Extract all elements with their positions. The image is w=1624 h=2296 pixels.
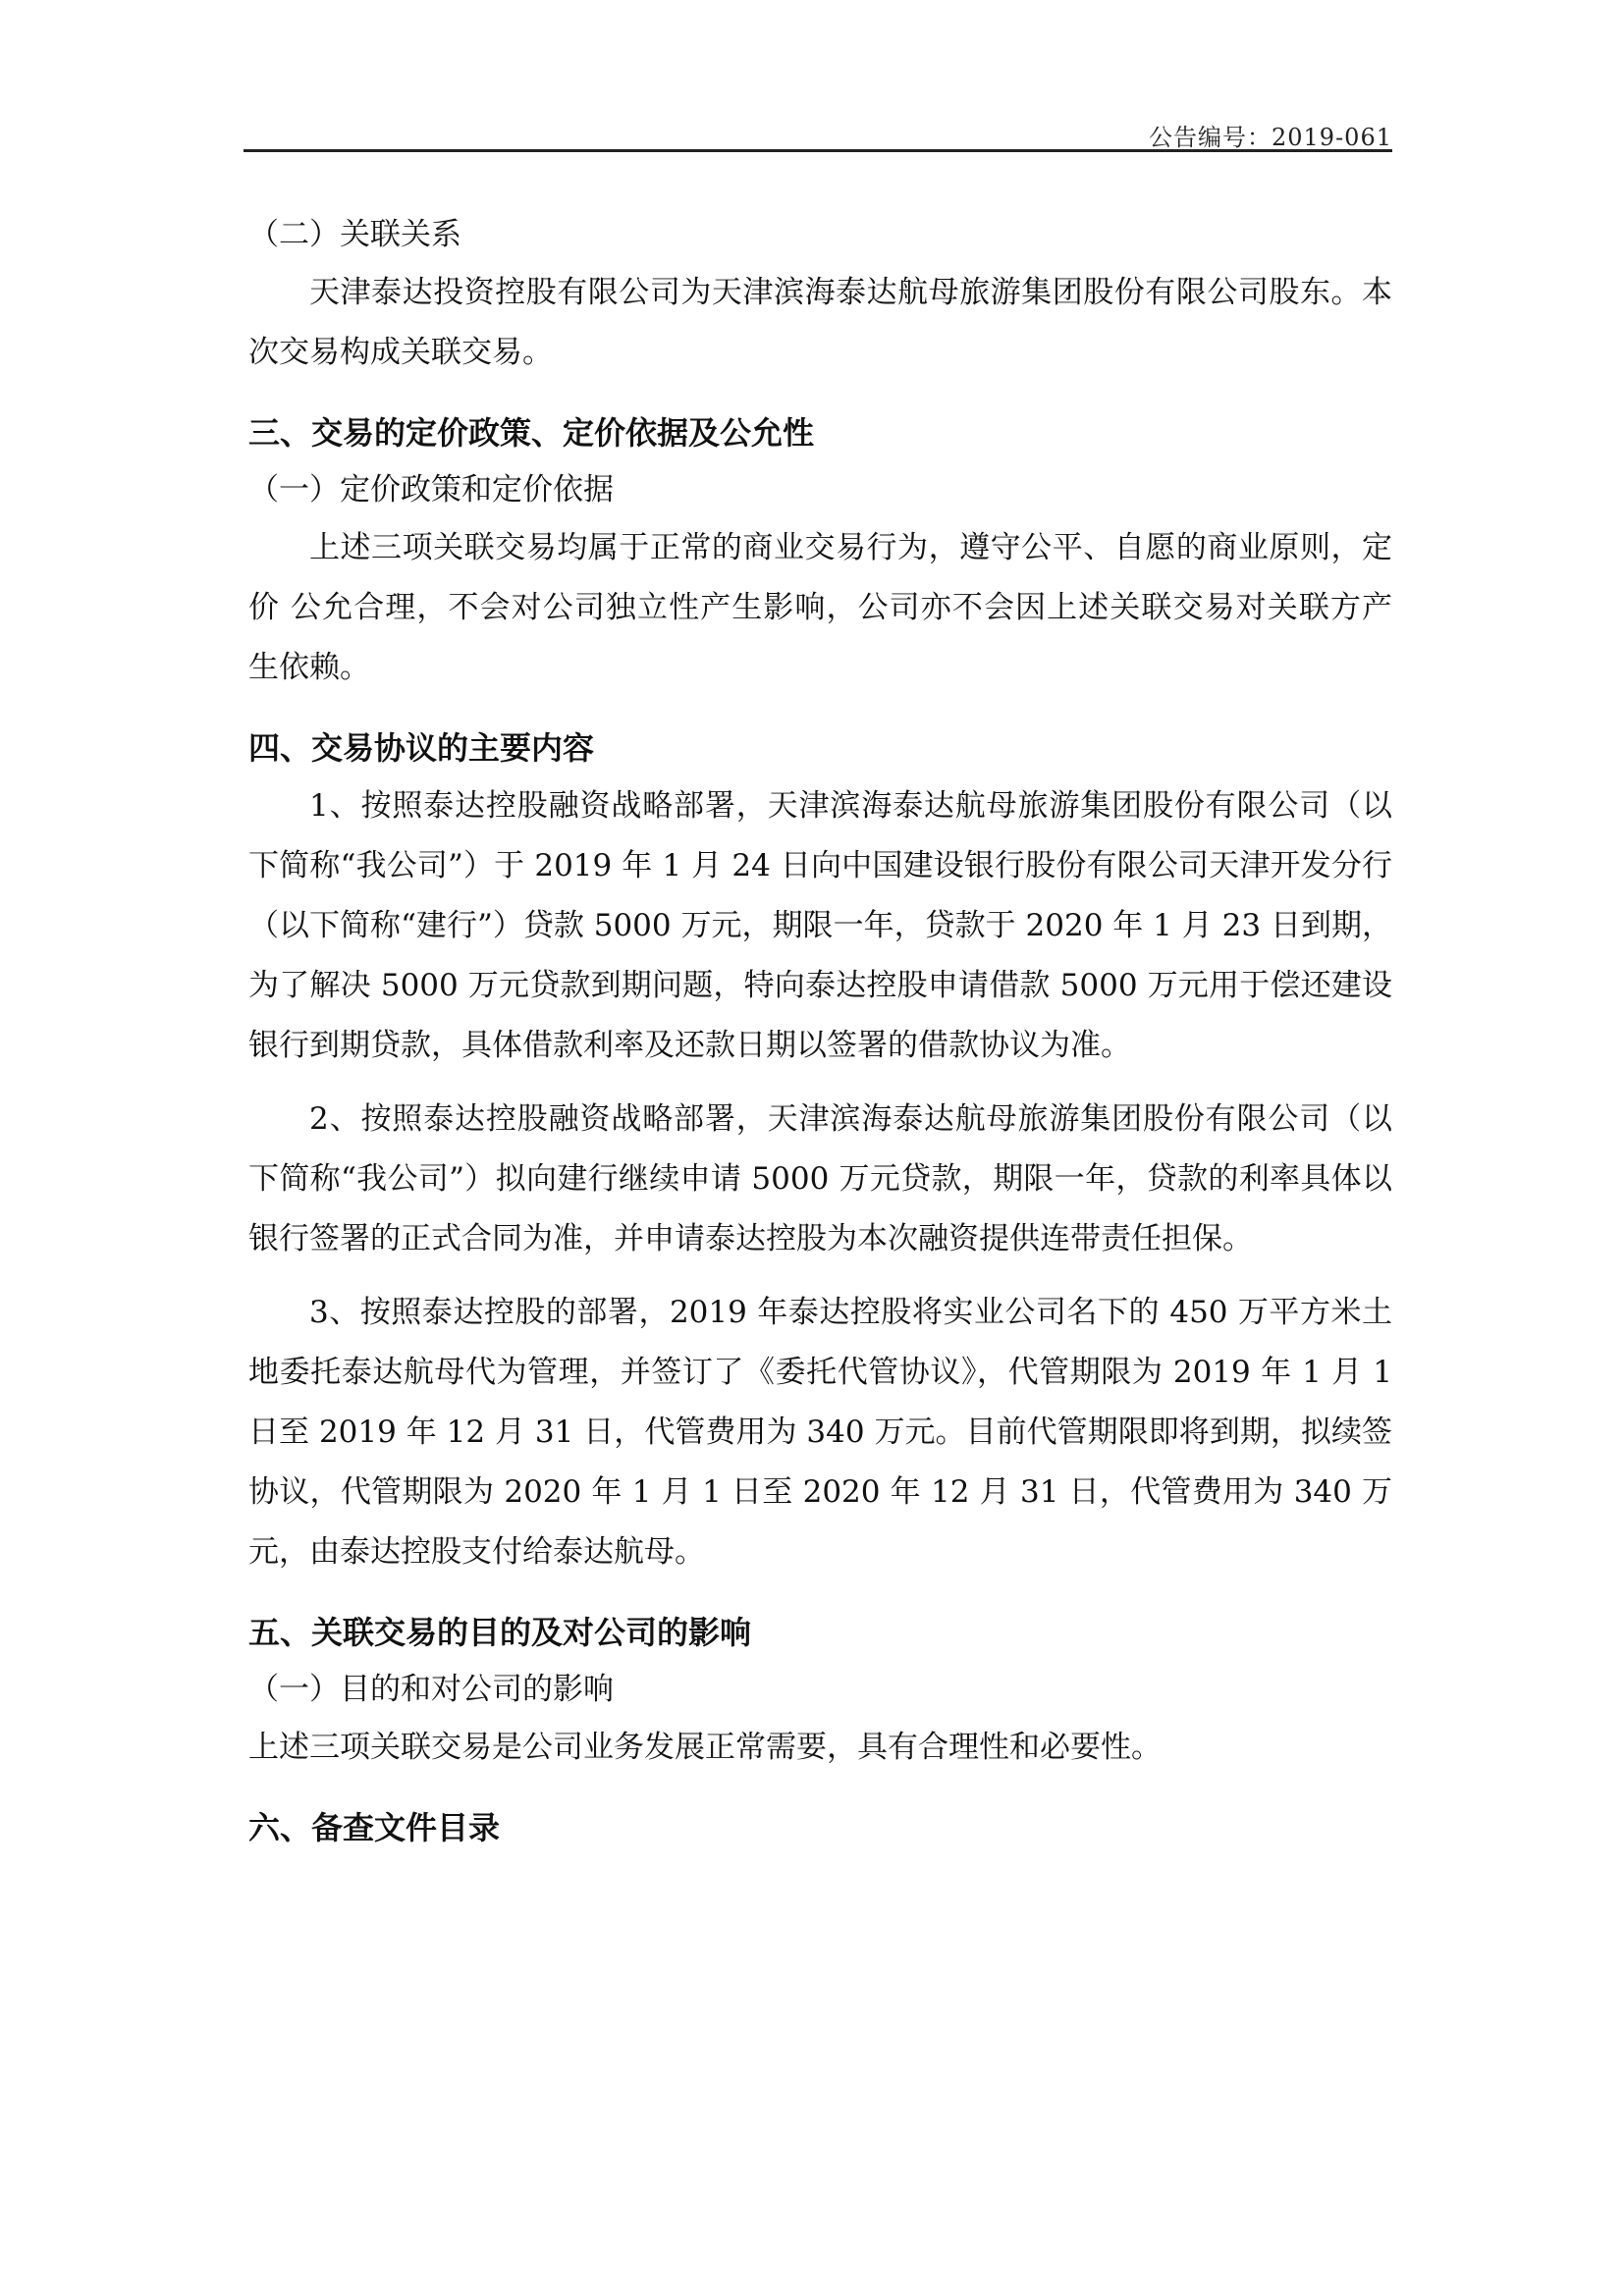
subsection-related-relationship: （二）关联关系	[248, 217, 461, 252]
section-heading-purpose: 五、关联交易的目的及对公司的影响	[248, 1614, 752, 1651]
subsection-pricing-basis: （一）定价政策和定价依据	[248, 472, 614, 507]
announcement-number: 公告编号：2019-061	[1149, 124, 1392, 151]
paragraph-pricing: 上述三项关联交易均属于正常的商业交易行为，遵守公平、自愿的商业原则，定价 公允合理，不会对公司独立性产生影响，公司亦不会因上述关联交易对关联方产 生依赖。	[248, 530, 1392, 685]
section-heading-pricing: 三、交易的定价政策、定价依据及公允性	[248, 414, 815, 452]
paragraph-purpose: 上述三项关联交易是公司业务发展正常需要，具有合理性和必要性。	[248, 1730, 1162, 1765]
section-heading-reference-docs: 六、备查文件目录	[248, 1809, 501, 1846]
paragraph-related-relationship: 天津泰达投资控股有限公司为天津滨海泰达航母旅游集团股份有限公司股东。本次交易构成关联交易。	[248, 275, 1392, 370]
section-heading-agreement: 四、交易协议的主要内容	[248, 729, 595, 767]
paragraph-agreement-3: 3、按照泰达控股的部署，2019 年泰达控股将实业公司名下的 450 万平方米土地委托泰达航母代为管理，并签订了《委托代管协议》，代管期限为 2019 年 1 月 1 日至 2019 年 12 月 31 日，代管费用为 340 万元。目前代管期限即将到期，拟续签协议，代管期限为 2020 年 1 月 1 日至 2020 年 12 月 31 日，代管费用为 340 万元，由泰达控股支付给泰达航母。	[248, 1295, 1392, 1570]
paragraph-agreement-1: 1、按照泰达控股融资战略部署，天津滨海泰达航母旅游集团股份有限公司（以下简称“我公司”）于 2019 年 1 月 24 日向中国建设银行股份有限公司天津开发分行（以下简称“建行”）贷款 5000 万元，期限一年，贷款于 2020 年 1 月 23 日到期，为了解决 5000 万元贷款到期问题，特向泰达控股申请借款 5000 万元用于偿还建设银行到期贷款，具体借款利率及还款日期以签署的借款协议为准。	[248, 788, 1392, 1063]
document-body	[248, 206, 1392, 1856]
subsection-purpose: （一）目的和对公司的影响	[248, 1672, 614, 1707]
paragraph-agreement-2: 2、按照泰达控股融资战略部署，天津滨海泰达航母旅游集团股份有限公司（以下简称“我公司”）拟向建行继续申请 5000 万元贷款，期限一年，贷款的利率具体以银行签署的正式合同为准，并申请泰达控股为本次融资提供连带责任担保。	[248, 1101, 1392, 1256]
header-divider	[244, 149, 1392, 152]
